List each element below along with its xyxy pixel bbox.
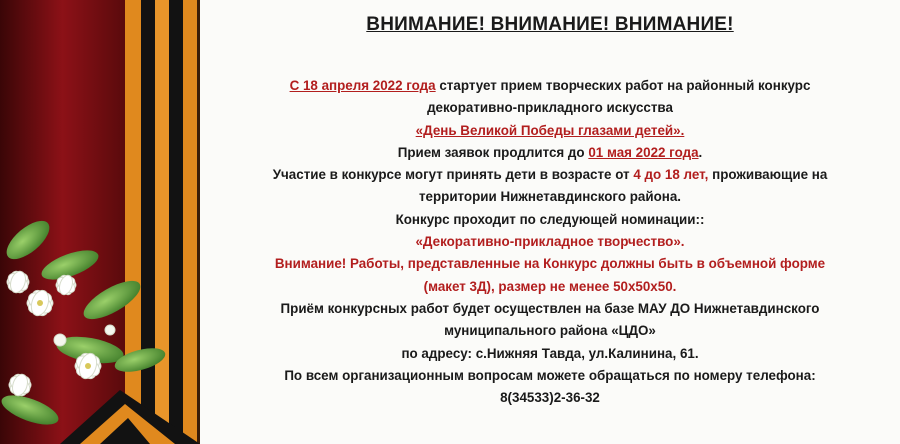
- ribbon-orange-1: [125, 0, 141, 444]
- nomination-name: «Декоративно-прикладное творчество».: [415, 234, 685, 250]
- body-line-2: декоративно-прикладного искусства: [427, 100, 673, 116]
- page-title: ВНИМАНИЕ! ВНИМАНИЕ! ВНИМАНИЕ!: [366, 14, 734, 35]
- warning-line-1: Внимание! Работы, представленные на Конкурс должны быть в объемной форме: [274, 256, 826, 272]
- ribbon-black-2: [169, 0, 183, 444]
- body-line-12: муниципального района «ЦДО»: [444, 323, 656, 339]
- body-line-11: Приём конкурсных работ будет осуществлен на базе МАУ ДО Нижнетавдинского: [280, 300, 820, 316]
- announcement-content: [200, 0, 900, 444]
- body-line-14: По всем организационным вопросам можете обращаться по номеру телефона:: [284, 367, 816, 383]
- phone-number: 8(34533)2-36-32: [500, 390, 600, 406]
- victory-ribbon-flowers-decoration: [0, 0, 230, 444]
- ribbon-black-1: [141, 0, 155, 444]
- warning-line-2: (макет 3Д), размер не менее 50х50х50.: [423, 278, 677, 294]
- ribbon-orange-2: [155, 0, 169, 444]
- ribbon-orange-3: [183, 0, 197, 444]
- body-line-7: Конкурс проходит по следующей номинации::: [395, 211, 705, 227]
- body-line-1: С 18 апреля 2022 года стартует прием творческих работ на районный конкурс: [289, 78, 811, 93]
- announcement-body: [200, 75, 900, 409]
- body-line-6: территории Нижнетавдинского района.: [418, 189, 682, 205]
- body-line-5: Участие в конкурсе могут принять дети в возрасте от 4 до 18 лет, проживающие на: [272, 167, 828, 183]
- deadline-date: 01 мая 2022 года: [588, 144, 699, 160]
- age-range: 4 до 18 лет,: [633, 167, 709, 183]
- body-line-4: Прием заявок продлится до 01 мая 2022 года.: [397, 144, 703, 160]
- address-line: по адресу: с.Нижняя Тавда, ул.Калинина, 61.: [401, 345, 699, 361]
- start-date: С 18 апреля 2022 года: [289, 78, 436, 93]
- contest-name: «День Великой Победы глазами детей».: [415, 122, 685, 138]
